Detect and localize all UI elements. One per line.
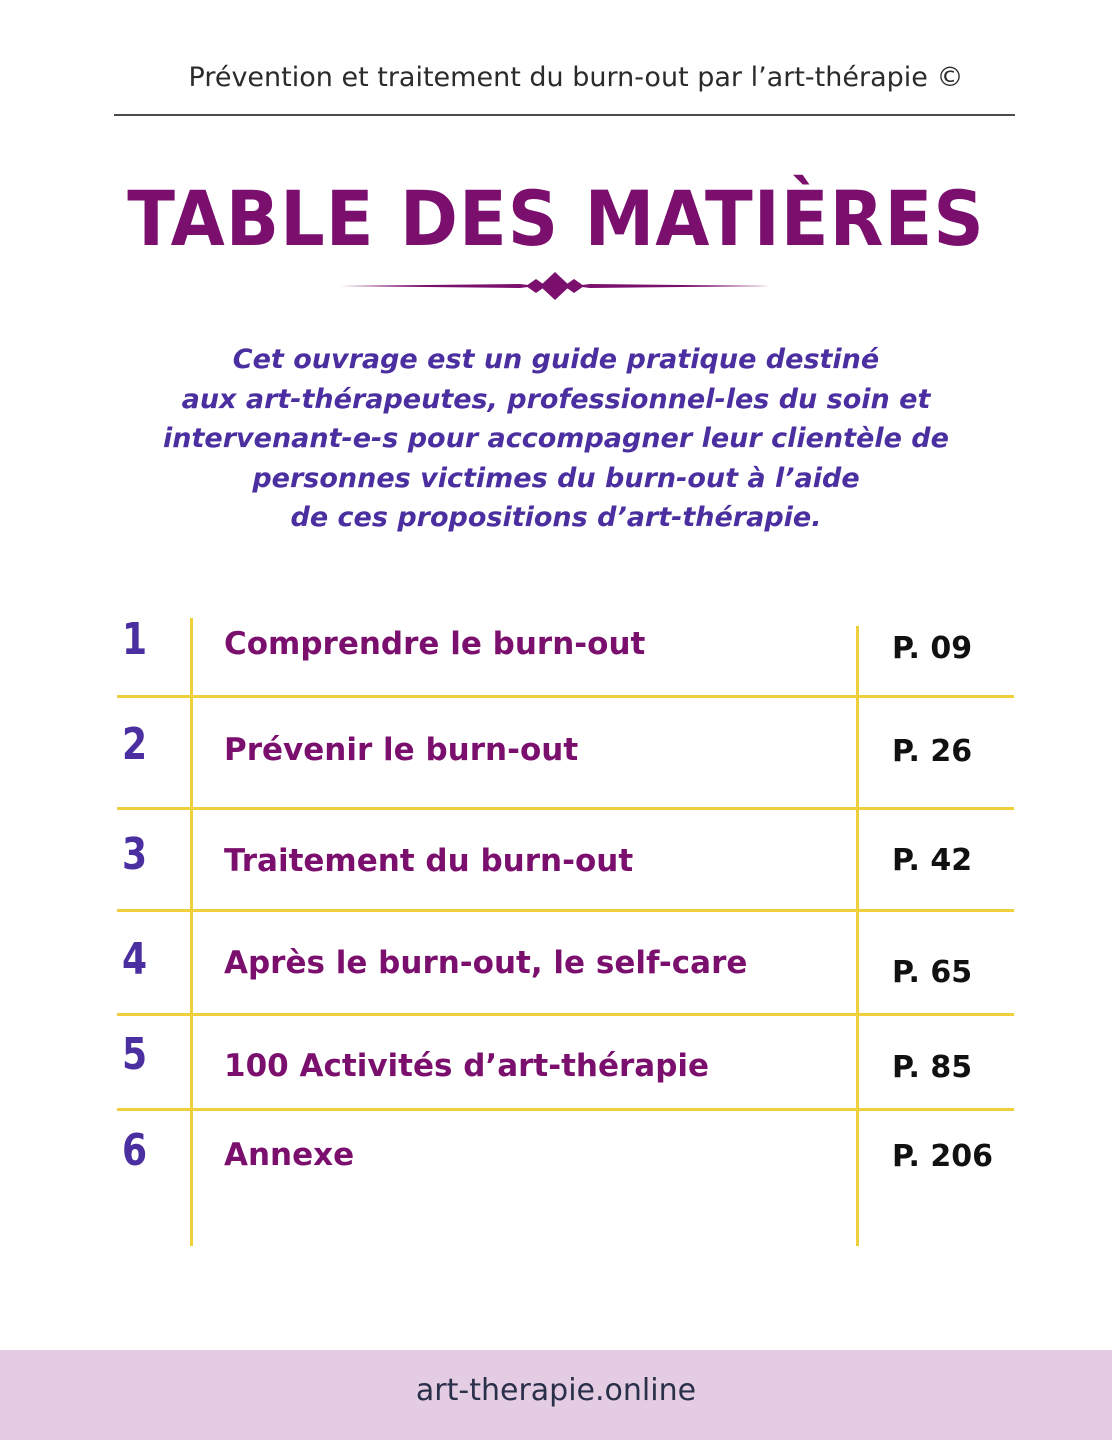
page-title: TABLE DES MATIÈRES — [127, 174, 985, 264]
toc-row-divider — [117, 1013, 1014, 1016]
toc-page: P. 26 — [892, 734, 973, 769]
toc-page: P. 206 — [892, 1139, 993, 1174]
title-ornament — [340, 268, 770, 304]
toc-page: P. 09 — [892, 631, 973, 666]
toc-right-divider — [856, 626, 859, 1246]
toc-number: 5 — [122, 1029, 148, 1080]
intro-paragraph — [100, 340, 1012, 538]
toc-title: Prévenir le burn-out — [224, 732, 579, 768]
toc-title: Après le burn-out, le self-care — [224, 945, 748, 981]
footer-url[interactable]: art-therapie.online — [415, 1373, 697, 1408]
toc-left-divider — [190, 618, 193, 1246]
intro-line: de ces propositions d’art-thérapie. — [290, 502, 822, 533]
toc-page: P. 65 — [892, 955, 973, 990]
intro-line: intervenant-e-s pour accompagner leur clientèle de — [163, 423, 949, 454]
intro-line: aux art-thérapeutes, professionnel-les du soin et — [181, 383, 931, 415]
toc-number: 4 — [122, 934, 148, 985]
toc-number: 3 — [122, 829, 148, 880]
toc-row-divider — [117, 1108, 1014, 1111]
intro-line: personnes victimes du burn-out à l’aide — [252, 462, 860, 494]
header-divider — [114, 114, 1015, 116]
toc-row-divider — [117, 909, 1014, 912]
toc-title: 100 Activités d’art-thérapie — [224, 1048, 710, 1084]
toc-number: 1 — [122, 614, 148, 665]
ornament-diamond-small-right — [564, 279, 584, 293]
intro-line: Cet ouvrage est un guide pratique destiné — [232, 344, 880, 375]
toc-page: P. 42 — [892, 843, 973, 878]
toc-page: P. 85 — [892, 1050, 973, 1085]
footer — [0, 1350, 1112, 1440]
toc-number: 2 — [122, 719, 148, 770]
ornament-line — [340, 284, 536, 288]
header-title: Prévention et traitement du burn-out par l’art-thérapie © — [188, 62, 964, 93]
toc-title: Comprendre le burn-out — [224, 626, 646, 662]
toc-title: Traitement du burn-out — [224, 843, 634, 879]
ornament-line-right — [574, 284, 770, 288]
toc-title: Annexe — [224, 1137, 355, 1173]
toc-number: 6 — [122, 1125, 148, 1176]
toc-row-divider — [117, 695, 1014, 698]
toc-row-divider — [117, 807, 1014, 810]
